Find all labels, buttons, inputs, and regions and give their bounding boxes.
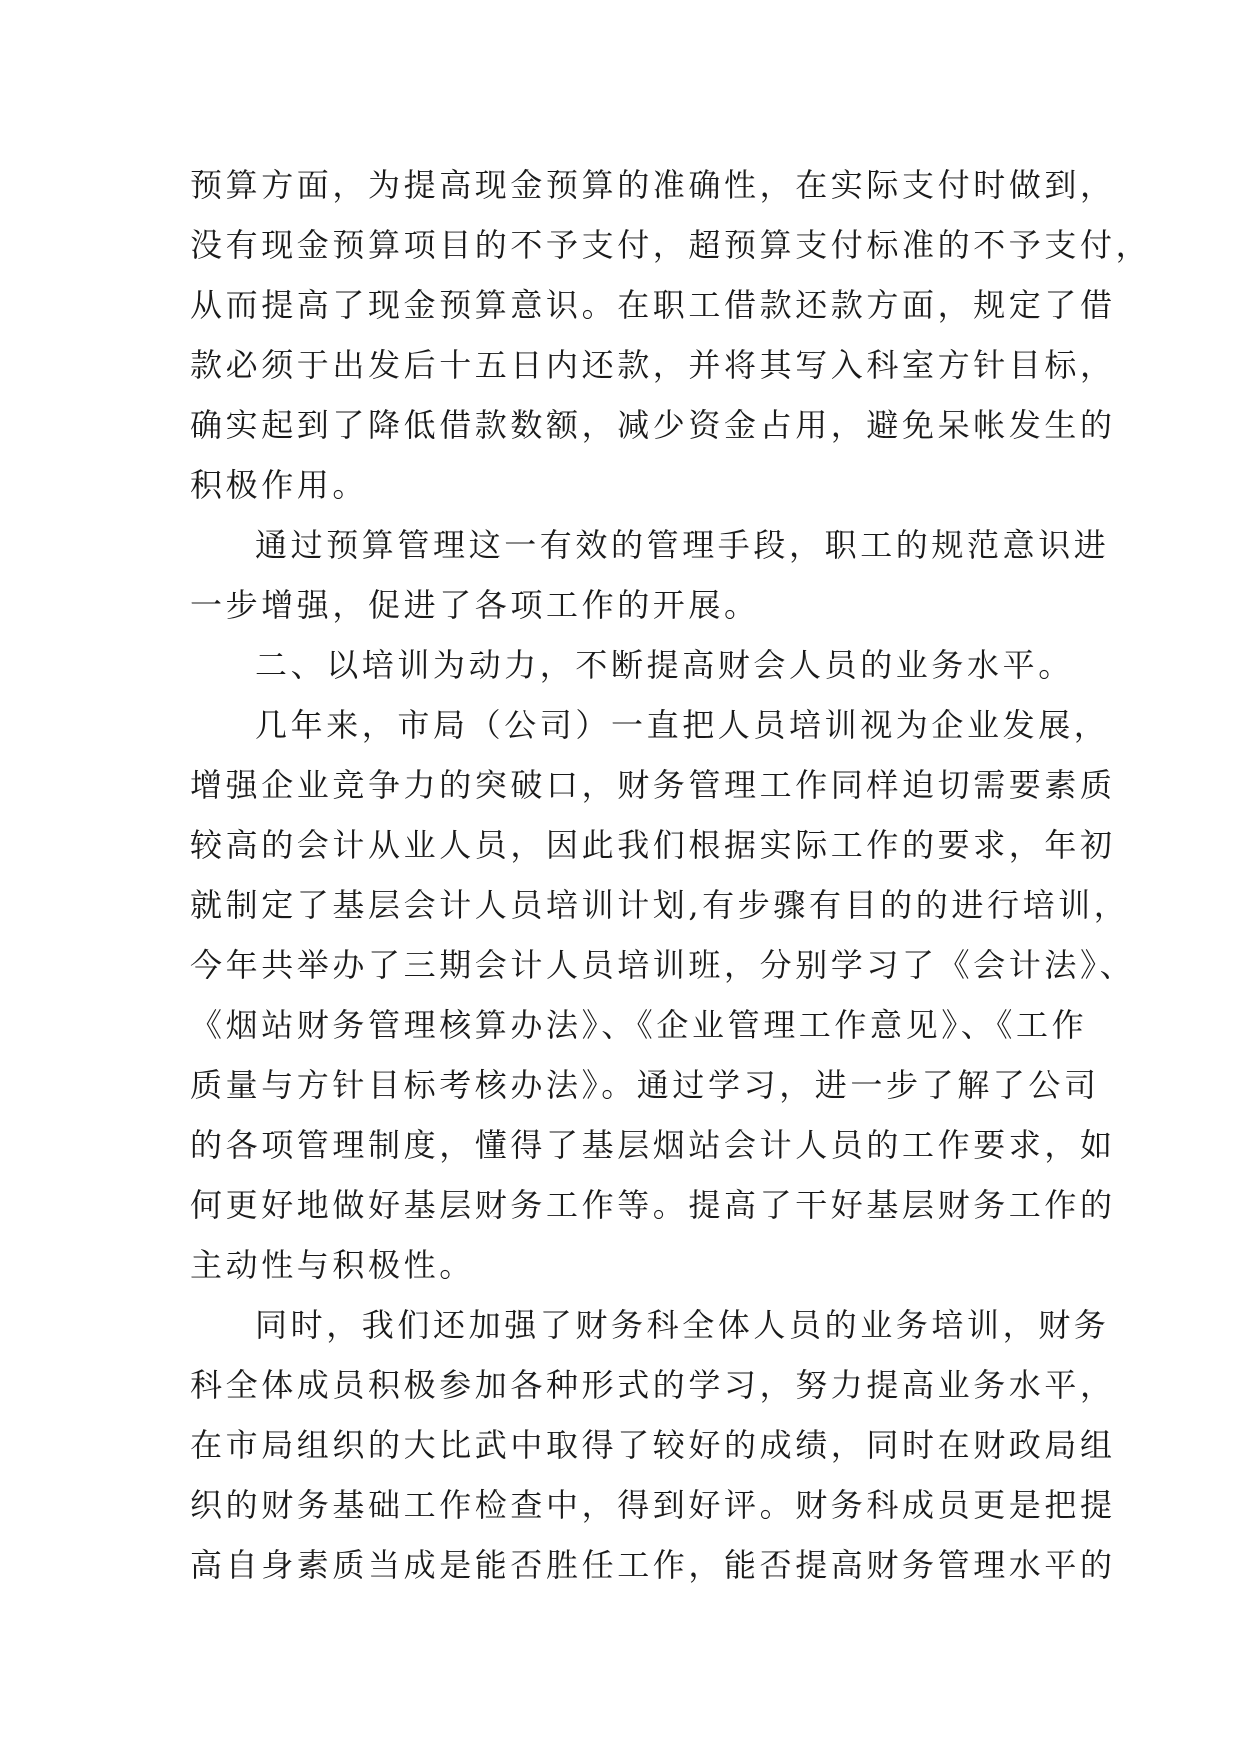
text-line: 何更好地做好基层财务工作等。提高了干好基层财务工作的: [190, 1186, 1116, 1224]
text-line: 通过预算管理这一有效的管理手段，职工的规范意识进: [255, 526, 1110, 564]
text-line: 质量与方针目标考核办法》。通过学习，进一步了解了公司: [190, 1066, 1100, 1104]
text-line: 织的财务基础工作检查中，得到好评。财务科成员更是把提: [190, 1486, 1116, 1524]
text-line: 几年来，市局（公司）一直把人员培训视为企业发展，: [255, 706, 1110, 744]
text-line: 款必须于出发后十五日内还款，并将其写入科室方针目标，: [190, 346, 1116, 384]
section-heading: 二、以培训为动力，不断提高财会人员的业务水平。: [255, 646, 1074, 684]
text-line: 科全体成员积极参加各种形式的学习，努力提高业务水平，: [190, 1366, 1116, 1404]
text-line: 《烟站财务管理核算办法》、《企业管理工作意见》、《工作: [190, 1006, 1088, 1044]
text-line: 积极作用。: [190, 466, 369, 504]
text-line: 主动性与积极性。: [190, 1246, 475, 1284]
text-line: 的各项管理制度，懂得了基层烟站会计人员的工作要求，如: [190, 1126, 1116, 1164]
text-line: 较高的会计从业人员，因此我们根据实际工作的要求，年初: [190, 826, 1116, 864]
text-line: 没有现金预算项目的不予支付，超预算支付标准的不予支付，: [190, 226, 1152, 264]
text-line: 今年共举办了三期会计人员培训班，分别学习了《会计法》、: [190, 946, 1136, 984]
text-line: 一步增强，促进了各项工作的开展。: [190, 586, 760, 624]
text-line: 高自身素质当成是能否胜任工作，能否提高财务管理水平的: [190, 1546, 1116, 1584]
text-line: 就制定了基层会计人员培训计划,有步骤有目的的进行培训，: [190, 886, 1130, 924]
text-line: 从而提高了现金预算意识。在职工借款还款方面，规定了借: [190, 286, 1116, 324]
text-line: 增强企业竞争力的突破口，财务管理工作同样迫切需要素质: [190, 766, 1116, 804]
text-line: 预算方面，为提高现金预算的准确性，在实际支付时做到，: [190, 166, 1116, 204]
text-line: 确实起到了降低借款数额，减少资金占用，避免呆帐发生的: [190, 406, 1116, 444]
text-line: 在市局组织的大比武中取得了较好的成绩，同时在财政局组: [190, 1426, 1116, 1464]
text-line: 同时，我们还加强了财务科全体人员的业务培训，财务: [255, 1306, 1110, 1344]
